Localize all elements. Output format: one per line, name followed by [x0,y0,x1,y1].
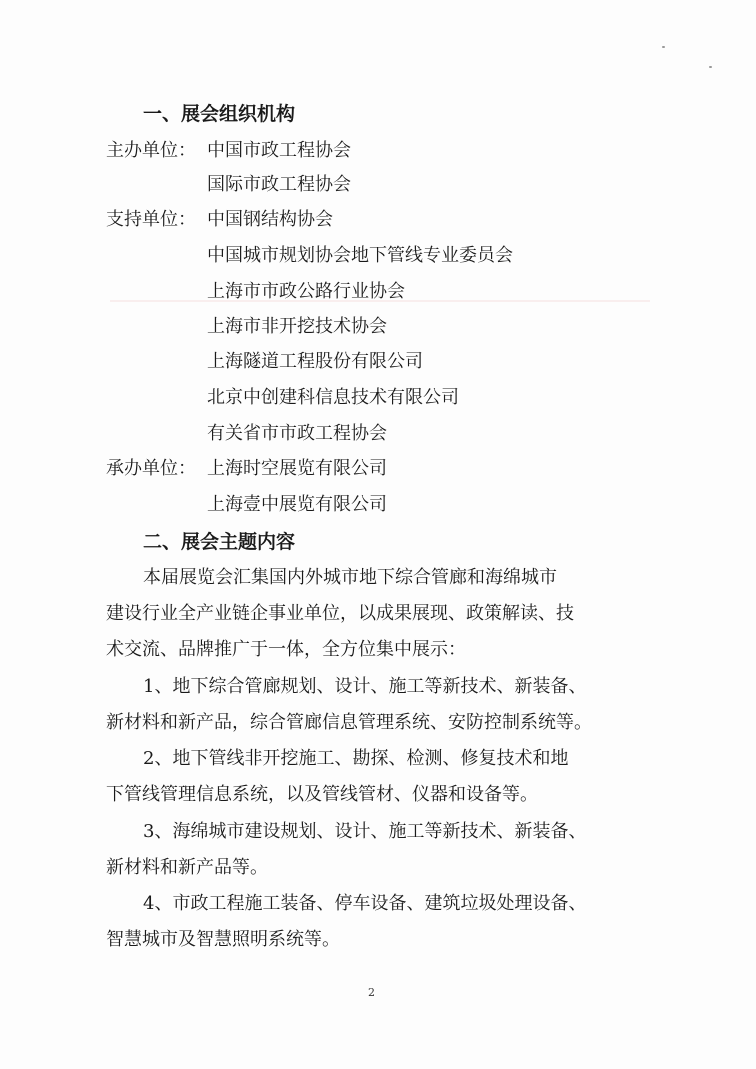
intro-line-3: 术交流、品牌推广于一体，全方位集中展示： [106,639,466,660]
item-4-line-1: 4、市政工程施工装备、停车设备、建筑垃圾处理设备、 [143,893,587,914]
support-label: 支持单位： [106,209,196,230]
page-number: 2 [368,986,375,999]
intro-line-2: 建设行业全产业链企事业单位，以成果展现、政策解读、技 [106,603,574,624]
support-org-3: 上海市市政公路行业协会 [207,281,405,302]
section2-title: 二、展会主题内容 [143,531,296,553]
support-org-4: 上海市非开挖技术协会 [207,316,387,337]
support-org-2: 中国城市规划协会地下管线专业委员会 [207,245,513,266]
support-org-1: 中国钢结构协会 [207,209,333,230]
organizer-org-2: 上海壹中展览有限公司 [207,494,387,515]
intro-line-1: 本届展览会汇集国内外城市地下综合管廊和海绵城市 [143,567,557,588]
support-org-7: 有关省市市政工程协会 [207,423,387,444]
item-1-line-1: 1、地下综合管廊规划、设计、施工等新技术、新装备、 [143,676,587,697]
item-3-line-1: 3、海绵城市建设规划、设计、施工等新技术、新装备、 [143,821,587,842]
item-4-line-2: 智慧城市及智慧照明系统等。 [106,929,340,950]
item-2-line-1: 2、地下管线非开挖施工、勘探、检测、修复技术和地 [143,748,569,769]
host-org-2: 国际市政工程协会 [207,174,351,195]
item-2-line-2: 下管线管理信息系统，以及管线管材、仪器和设备等。 [106,784,538,805]
item-1-line-2: 新材料和新产品，综合管廊信息管理系统、安防控制系统等。 [106,712,592,733]
organizer-org-1: 上海时空展览有限公司 [207,458,387,479]
organizer-label: 承办单位： [106,458,196,479]
host-org-1: 中国市政工程协会 [207,140,351,161]
support-org-6: 北京中创建科信息技术有限公司 [207,387,459,408]
scan-speck [662,46,665,48]
section1-title: 一、展会组织机构 [143,103,296,125]
host-label: 主办单位： [106,140,196,161]
item-3-line-2: 新材料和新产品等。 [106,857,268,878]
support-org-5: 上海隧道工程股份有限公司 [207,351,423,372]
scan-speck [709,66,712,68]
